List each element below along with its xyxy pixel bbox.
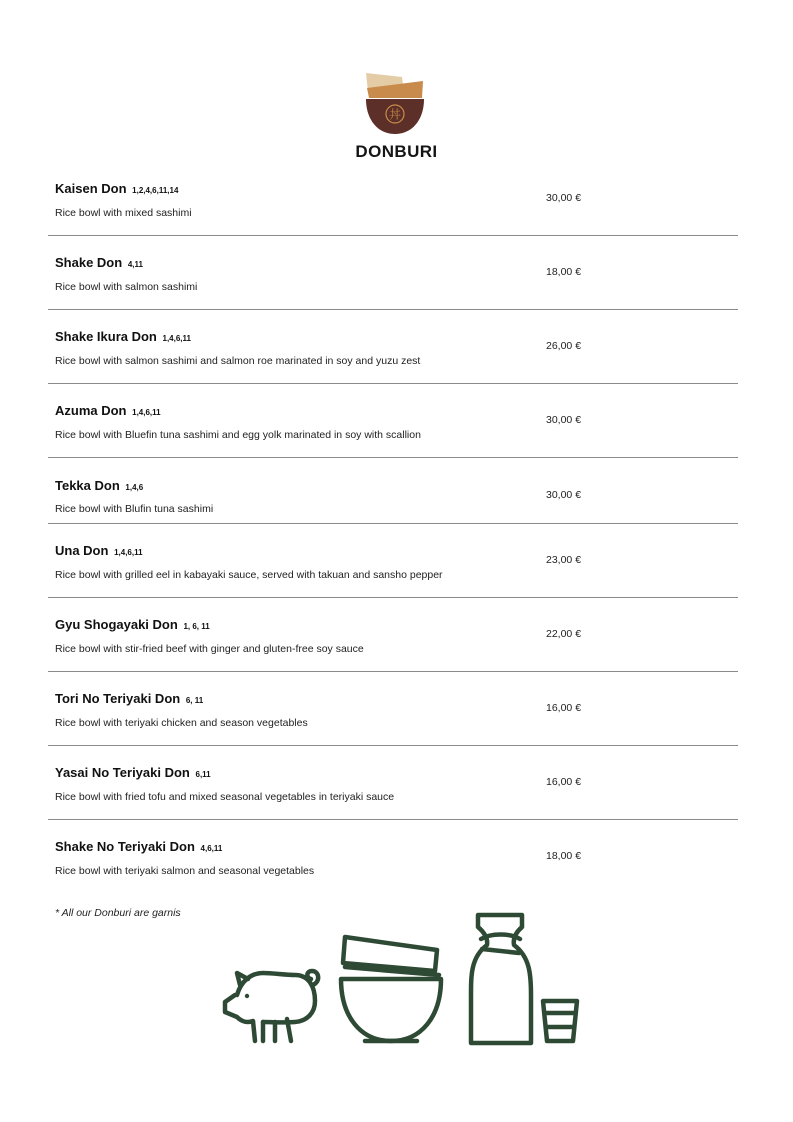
item-description: Rice bowl with teriyaki salmon and seasonal vegetables bbox=[55, 865, 315, 877]
item-description: Rice bowl with salmon sashimi and salmon roe marinated in soy and yuzu zest bbox=[55, 355, 421, 367]
item-price: 23,00 € bbox=[546, 554, 582, 566]
item-allergens: 4,6,11 bbox=[200, 844, 223, 853]
item-price: 30,00 € bbox=[546, 489, 582, 501]
item-allergens: 1,4,6,11 bbox=[132, 408, 161, 417]
item-description: Rice bowl with fried tofu and mixed seasonal vegetables in teriyaki sauce bbox=[55, 791, 395, 803]
item-description: Rice bowl with stir-fried beef with ginger and gluten-free soy sauce bbox=[55, 643, 364, 655]
sake-cup-icon bbox=[543, 1001, 577, 1041]
item-allergens: 1,4,6,11 bbox=[162, 334, 191, 343]
item-description: Rice bowl with teriyaki chicken and season vegetables bbox=[55, 717, 308, 729]
menu-item bbox=[48, 162, 738, 236]
item-name: Gyu Shogayaki Don 1, 6, 11 bbox=[55, 617, 210, 632]
item-price: 18,00 € bbox=[546, 266, 582, 278]
item-name: Azuma Don 1,4,6,11 bbox=[55, 403, 161, 418]
item-description: Rice bowl with Blufin tuna sashimi bbox=[55, 503, 214, 515]
item-name: Tekka Don 1,4,6 bbox=[55, 478, 144, 493]
menu-item bbox=[48, 746, 738, 820]
item-allergens: 6,11 bbox=[195, 770, 211, 779]
item-name: Una Don 1,4,6,11 bbox=[55, 543, 143, 558]
item-price: 26,00 € bbox=[546, 340, 582, 352]
item-price: 30,00 € bbox=[546, 192, 582, 204]
logo-glyph: 丼 bbox=[388, 107, 402, 122]
item-price: 16,00 € bbox=[546, 776, 582, 788]
item-description: Rice bowl with salmon sashimi bbox=[55, 281, 198, 293]
item-allergens: 1,4,6,11 bbox=[114, 548, 143, 557]
item-allergens: 1, 6, 11 bbox=[183, 622, 210, 631]
item-name: Shake Don 4,11 bbox=[55, 255, 143, 270]
item-name: Shake Ikura Don 1,4,6,11 bbox=[55, 329, 191, 344]
footer-illustration bbox=[215, 905, 590, 1050]
item-allergens: 6, 11 bbox=[185, 696, 204, 705]
footnote: * All our Donburi are garnis bbox=[55, 907, 181, 919]
item-description: Rice bowl with Bluefin tuna sashimi and egg yolk marinated in soy with scallion bbox=[55, 429, 421, 441]
item-allergens: 1,4,6 bbox=[125, 483, 144, 492]
item-price: 30,00 € bbox=[546, 414, 582, 426]
item-price: 22,00 € bbox=[546, 628, 582, 640]
item-price: 18,00 € bbox=[546, 850, 582, 862]
item-name: Tori No Teriyaki Don 6, 11 bbox=[55, 691, 204, 706]
pig-icon bbox=[225, 971, 318, 1041]
menu-item bbox=[48, 524, 738, 598]
item-price: 16,00 € bbox=[546, 702, 582, 714]
page-title: DONBURI bbox=[355, 142, 438, 161]
stacked-bowls-icon bbox=[341, 937, 441, 1041]
menu-list bbox=[48, 162, 738, 894]
item-name: Kaisen Don 1,2,4,6,11,14 bbox=[55, 181, 179, 196]
item-description: Rice bowl with mixed sashimi bbox=[55, 207, 192, 219]
sake-bottle-icon bbox=[471, 915, 531, 1043]
menu-item bbox=[48, 672, 738, 746]
menu-item bbox=[48, 310, 738, 384]
item-name: Yasai No Teriyaki Don 6,11 bbox=[55, 765, 211, 780]
menu-item bbox=[48, 458, 738, 524]
menu-item bbox=[48, 820, 738, 894]
item-name: Shake No Teriyaki Don 4,6,11 bbox=[55, 839, 223, 854]
item-allergens: 1,2,4,6,11,14 bbox=[132, 186, 179, 195]
menu-item bbox=[48, 236, 738, 310]
item-description: Rice bowl with grilled eel in kabayaki sauce, served with takuan and sansho pepper bbox=[55, 569, 443, 581]
item-allergens: 4,11 bbox=[127, 260, 143, 269]
menu-item bbox=[48, 598, 738, 672]
donburi-bowl-icon bbox=[364, 70, 426, 136]
menu-item bbox=[48, 384, 738, 458]
